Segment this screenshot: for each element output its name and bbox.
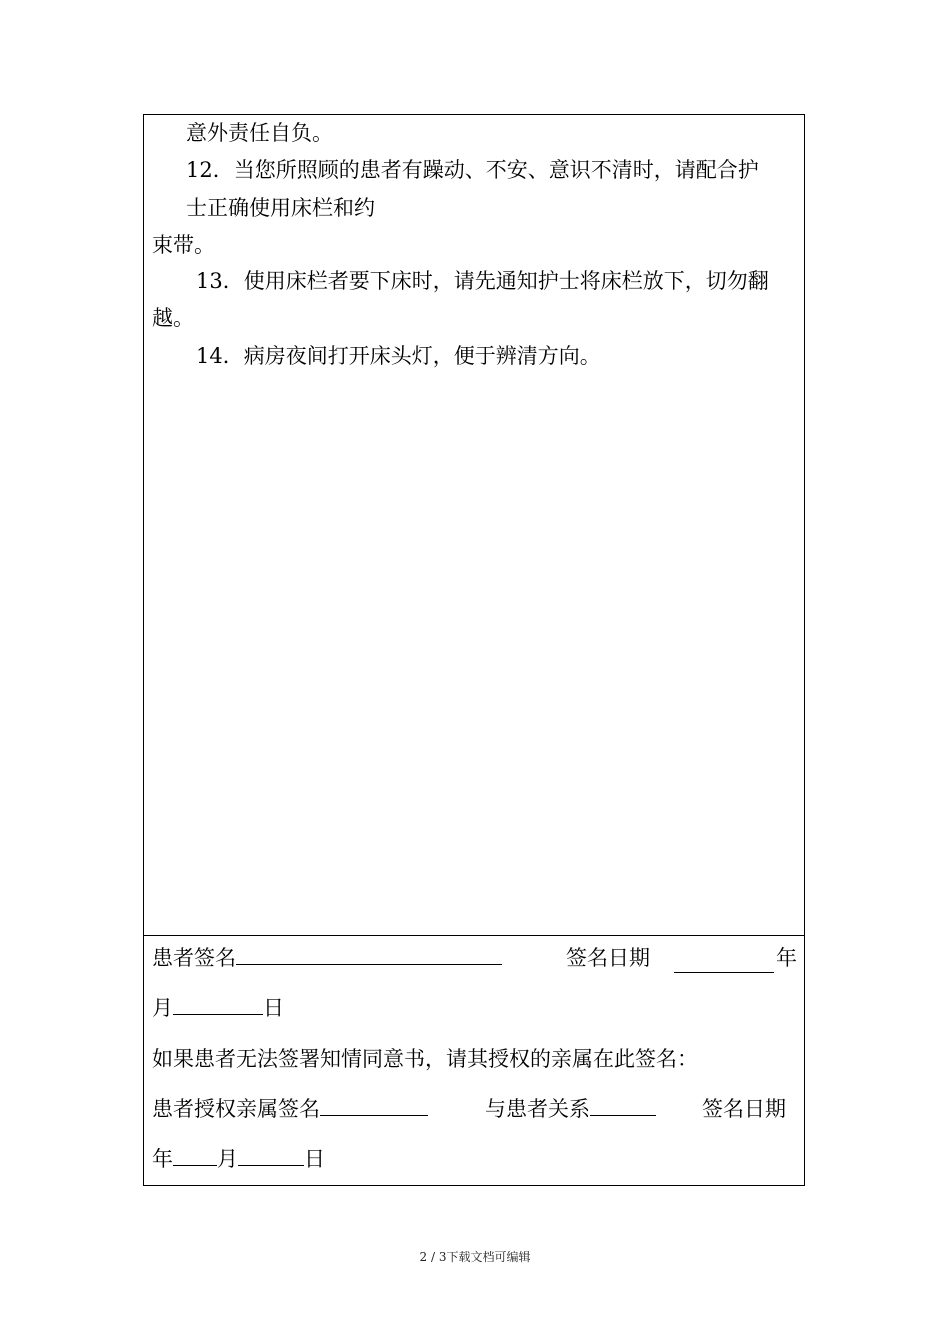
proxy-year-field[interactable] bbox=[173, 1147, 217, 1166]
patient-signature-label: 患者签名 bbox=[152, 946, 236, 970]
day-label: 日 bbox=[263, 996, 284, 1020]
relation-field[interactable] bbox=[590, 1097, 656, 1116]
proxy-signature-field[interactable] bbox=[320, 1097, 428, 1116]
proxy-date-row bbox=[152, 1145, 325, 1173]
text-line-4: 束带。 bbox=[152, 233, 215, 257]
relation-label: 与患者关系 bbox=[485, 1097, 590, 1121]
text-line-6: 越。 bbox=[152, 306, 194, 330]
patient-signature-row bbox=[152, 944, 502, 972]
year-label: 年 bbox=[776, 946, 797, 970]
sig-date-label: 签名日期 bbox=[566, 946, 650, 970]
year-field[interactable] bbox=[674, 954, 774, 973]
text-line-7: 14．病房夜间打开床头灯，便于辨清方向。 bbox=[196, 344, 601, 368]
proxy-signature-label: 患者授权亲属签名 bbox=[152, 1097, 320, 1121]
month-field[interactable] bbox=[173, 996, 263, 1015]
page-footer: 2 / 3下载文档可编辑 bbox=[419, 1250, 531, 1264]
month-label: 月 bbox=[152, 996, 173, 1020]
proxy-signature-row bbox=[152, 1095, 428, 1123]
proxy-year-label: 年 bbox=[152, 1147, 173, 1171]
proxy-day-label: 日 bbox=[304, 1147, 325, 1171]
proxy-note: 如果患者无法签署知情同意书，请其授权的亲属在此签名： bbox=[152, 1047, 698, 1071]
proxy-month-label: 月 bbox=[217, 1147, 238, 1171]
proxy-date-label: 签名日期 bbox=[702, 1097, 786, 1121]
text-line-5: 13．使用床栏者要下床时，请先通知护士将床栏放下，切勿翻 bbox=[196, 269, 769, 293]
patient-signature-field[interactable] bbox=[236, 946, 502, 965]
month-day-row bbox=[152, 994, 284, 1022]
relation-row bbox=[485, 1095, 656, 1123]
text-line-2: 12．当您所照顾的患者有躁动、不安、意识不清时，请配合护 bbox=[186, 158, 759, 182]
text-line-3: 士正确使用床栏和约 bbox=[186, 196, 375, 220]
text-line-1: 意外责任自负。 bbox=[186, 121, 333, 145]
signature-divider bbox=[143, 935, 805, 936]
proxy-month-field[interactable] bbox=[238, 1147, 304, 1166]
